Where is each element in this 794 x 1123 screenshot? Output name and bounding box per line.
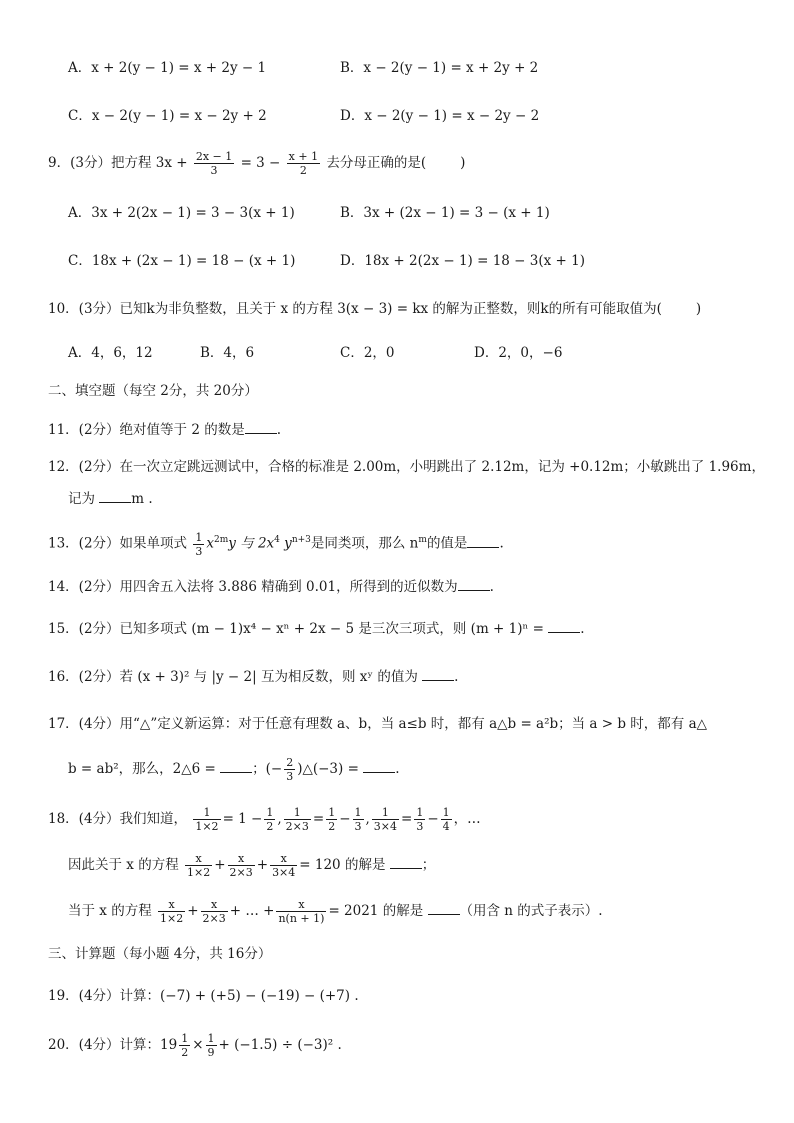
q9-fraction-2: $\frac{x + 1}{2}$ bbox=[288, 150, 319, 177]
question-13: 13．(2分）如果单项式 $\frac{1}{3}$ $x^{2m}y$ 与 $2x^4$ $y^{n+3}$是同类项，那么 $n^m$的值是 . bbox=[48, 530, 504, 558]
answer-blank bbox=[428, 900, 460, 915]
answer-blank bbox=[422, 666, 454, 681]
question-19: 19．(4分）计算：(−7) + (+5) − (−19) − (+7) . bbox=[48, 988, 359, 1004]
q9-option-d: D．18x + 2(2x − 1) = 18 − 3(x + 1) bbox=[340, 253, 586, 269]
answer-blank bbox=[548, 618, 580, 633]
q8-option-b: B．x − 2(y − 1) = x + 2y + 2 bbox=[340, 60, 539, 76]
q10-option-d: D．2，0，−6 bbox=[474, 345, 563, 361]
q10-option-c: C．2，0 bbox=[340, 345, 395, 361]
question-11: 11．(2分）绝对值等于 2 的数是 . bbox=[48, 419, 281, 440]
answer-blank bbox=[245, 419, 277, 434]
q9-prefix: 9．(3分）把方程 3x + bbox=[48, 155, 188, 171]
q9-mid: = 3 − bbox=[240, 155, 281, 171]
question-15: 15．(2分）已知多项式 (m − 1)x⁴ − xⁿ + 2x − 5 是三次三项式，则 (m + 1)ⁿ = . bbox=[48, 618, 585, 639]
q9-suffix: 去分母正确的是( bbox=[326, 155, 427, 171]
q9-option-a: A．3x + 2(2x − 1) = 3 − 3(x + 1) bbox=[68, 205, 295, 221]
q9-close: ) bbox=[460, 155, 466, 171]
q10-option-a: A．4，6，12 bbox=[68, 345, 153, 361]
question-12: 12．(2分）在一次立定跳远测试中，合格的标准是 2.00m，小明跳出了 2.12m，记为 +0.12m；小敏跳出了 1.96m， bbox=[48, 459, 765, 475]
q8-option-d: D．x − 2(y − 1) = x − 2y − 2 bbox=[340, 108, 540, 124]
question-18: 18．(4分）我们知道， $\frac{1}{1\times 2}$ = 1 − $\frac{1}{2}$ , $\frac{1}{2\times 3}$ = $\frac{1}{2}$ − $\frac{1}{3}$ , $\frac{1}{3\times 4}$ = $\frac{1}{3}$ − $\frac{1}{4}$ ，… bbox=[48, 806, 481, 833]
answer-blank bbox=[467, 533, 499, 548]
question-9 bbox=[48, 150, 465, 177]
q17-fraction: $\frac{2}{3}$ bbox=[286, 756, 294, 783]
q9-fraction-1: $\frac{2x - 1}{3}$ bbox=[195, 150, 233, 177]
q8-option-c: C．x − 2(y − 1) = x − 2y + 2 bbox=[68, 108, 267, 124]
q10-option-b: B．4，6 bbox=[200, 345, 255, 361]
q9-option-c: C．18x + (2x − 1) = 18 − (x + 1) bbox=[68, 253, 296, 269]
q10-stem: 10．(3分）已知k为非负整数，且关于 x 的方程 3(x − 3) = kx 的解为正整数，则k的所有可能取值为( bbox=[48, 301, 662, 317]
question-17: 17．(4分）用“△”定义新运算：对于任意有理数 a、b，当 a≤b 时，都有 a△b = a²b；当 a > b 时，都有 a△ bbox=[48, 716, 708, 732]
question-18-line-2: 因此关于 x 的方程 $\frac{x}{1\times 2}$ + $\frac{x}{2\times 3}$ + $\frac{x}{3\times 4}$ = 120 的解是 ； bbox=[68, 852, 436, 879]
answer-blank bbox=[458, 576, 490, 591]
section-2-heading: 二、填空题（每空 2分，共 20分） bbox=[48, 383, 258, 399]
q13-fraction: $\frac{1}{3}$ bbox=[195, 530, 203, 558]
question-17-cont: b = ab²，那么，2△6 = ；(− $\frac{2}{3}$ )△(−3) = . bbox=[68, 756, 400, 783]
answer-blank bbox=[363, 758, 395, 773]
q9-option-b: B．3x + (2x − 1) = 3 − (x + 1) bbox=[340, 205, 550, 221]
question-16: 16．(2分）若 (x + 3)² 与 |y − 2| 互为相反数，则 xʸ 的值为 . bbox=[48, 666, 458, 687]
question-10 bbox=[48, 299, 701, 319]
q10-close: ) bbox=[695, 301, 702, 317]
question-18-line-3: 当于 x 的方程 $\frac{x}{1\times 2}$ + $\frac{x}{2\times 3}$ + … + $\frac{x}{n(n + 1)}$ = 2021 的解是 （用含 n 的式子表示）. bbox=[68, 898, 603, 925]
question-20: 20．(4分）计算：19 $\frac{1}{2}$ × $\frac{1}{9}$ + (−1.5) ÷ (−3)² . bbox=[48, 1032, 342, 1059]
question-14: 14．(2分）用四舍五入法将 3.886 精确到 0.01，所得到的近似数为 . bbox=[48, 576, 494, 597]
answer-blank bbox=[220, 758, 252, 773]
answer-blank bbox=[99, 488, 131, 503]
section-3-heading: 三、计算题（每小题 4分，共 16分） bbox=[48, 946, 272, 962]
answer-blank bbox=[390, 854, 422, 869]
question-12-cont: 记为 m . bbox=[68, 488, 153, 509]
q8-option-a: A．x + 2(y − 1) = x + 2y − 1 bbox=[68, 60, 267, 76]
